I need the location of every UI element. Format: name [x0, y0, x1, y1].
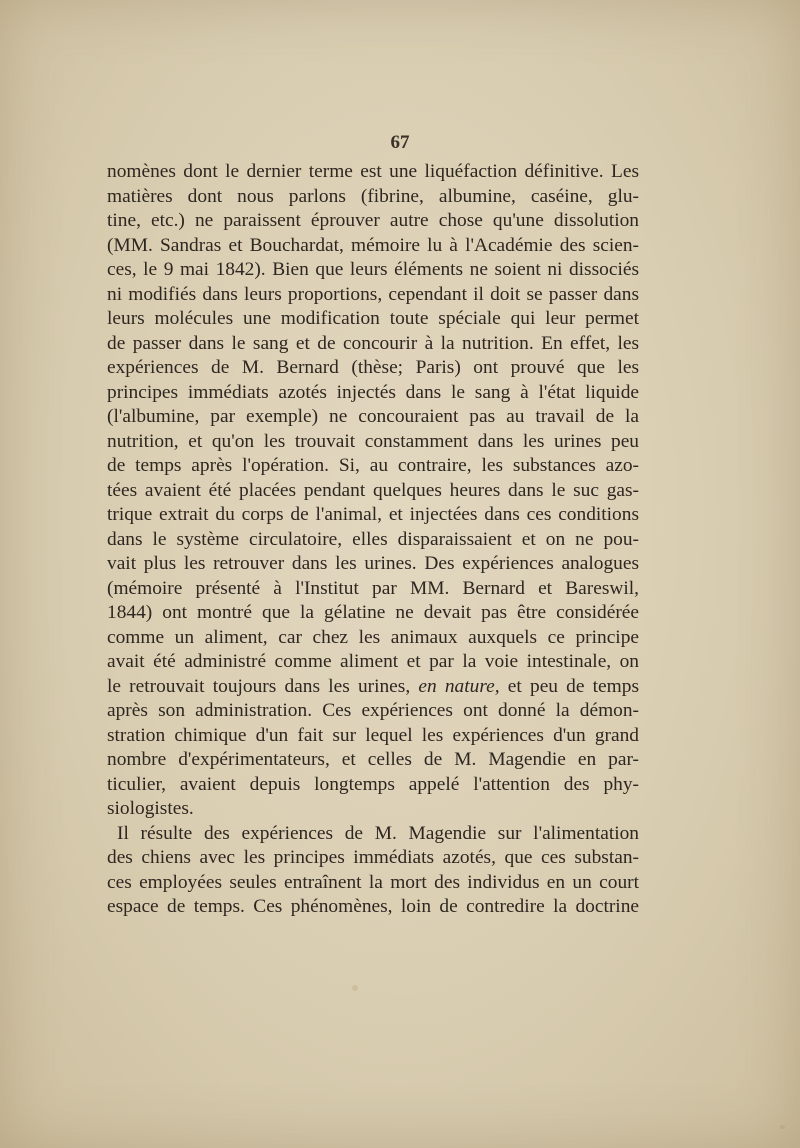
text-line: nutrition, et qu'on les trouvait constamment dans les urines peu	[107, 430, 639, 452]
text-line: trique extrait du corps de l'animal, et injectées dans ces conditions	[107, 504, 639, 525]
text-line: (mémoire présenté à l'Institut par MM. Bernard et Bareswil,	[107, 577, 639, 599]
paper-stain	[780, 1125, 785, 1129]
text-line: nombre d'expérimentateurs, et celles de M. Magendie en par-	[107, 749, 639, 770]
text-line: principes immédiats azotés injectés dans le sang à l'état liquide	[107, 381, 639, 403]
text-line: nomènes dont le dernier terme est une liquéfaction définitive. Les	[107, 161, 639, 182]
text-segment: et peu de temps	[499, 675, 639, 697]
text-line: ces, le 9 mai 1842). Bien que leurs éléments ne soient ni dissociés	[107, 259, 639, 280]
body-text	[107, 160, 639, 920]
text-line: matières dont nous parlons (fibrine, albumine, caséine, glu-	[107, 185, 639, 207]
text-line: 1844) ont montré que la gélatine ne devait pas être considérée	[107, 602, 639, 623]
text-line: des chiens avec les principes immédiats azotés, que ces substan-	[107, 847, 639, 868]
text-line: leurs molécules une modification toute spéciale qui leur permet	[107, 308, 639, 329]
text-line-with-italic	[107, 675, 639, 700]
text-line: comme un aliment, car chez les animaux auxquels ce principe	[107, 626, 639, 648]
text-line: (MM. Sandras et Bouchardat, mémoire lu à l'Académie des scien-	[107, 234, 639, 256]
paragraph-end-line: siologistes.	[107, 798, 194, 819]
paragraph-start-line: Il résulte des expériences de M. Magendie sur l'alimentation	[117, 822, 639, 844]
italic-phrase: en nature,	[418, 675, 500, 697]
paper-stain	[352, 985, 358, 991]
text-line: tine, etc.) ne paraissent éprouver autre chose qu'une dissolution	[107, 210, 639, 231]
text-line: (l'albumine, par exemple) ne concouraient pas au travail de la	[107, 406, 639, 427]
text-line: dans le système circulatoire, elles disparaissaient et on ne pou-	[107, 528, 639, 550]
text-line: ticulier, avaient depuis longtemps appelé l'attention des phy-	[107, 773, 639, 795]
text-line: avait été administré comme aliment et par la voie intestinale, on	[107, 651, 639, 672]
text-line: tées avaient été placées pendant quelques heures dans le suc gas-	[107, 479, 639, 501]
text-line: ces employées seules entraînent la mort des individus en un court	[107, 871, 639, 893]
text-line: de passer dans le sang et de concourir à la nutrition. En effet, les	[107, 332, 639, 354]
text-line: après son administration. Ces expériences ont donné la démon-	[107, 700, 639, 721]
text-line: vait plus les retrouver dans les urines. Des expériences analogues	[107, 553, 639, 574]
text-line: stration chimique d'un fait sur lequel les expériences d'un grand	[107, 724, 639, 746]
text-line: espace de temps. Ces phénomènes, loin de contredire la doctrine	[107, 896, 639, 917]
text-line: de temps après l'opération. Si, au contraire, les substances azo-	[107, 455, 639, 476]
page-number: 67	[390, 132, 410, 153]
text-line: expériences de M. Bernard (thèse; Paris) ont prouvé que les	[107, 357, 639, 378]
text-segment: le retrouvait toujours dans les urines,	[107, 675, 419, 697]
text-line: ni modifiés dans leurs proportions, cependant il doit se passer dans	[107, 283, 639, 305]
